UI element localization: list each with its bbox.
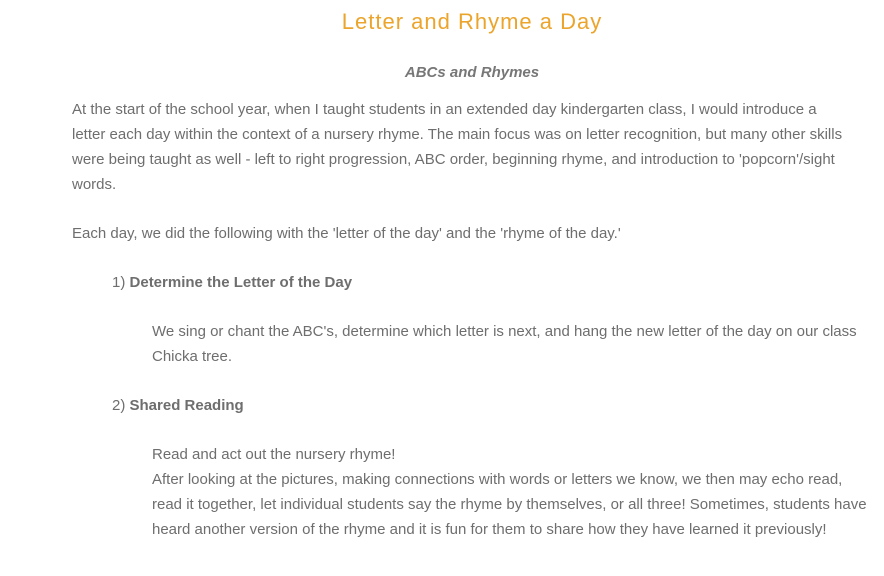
each-day-paragraph: Each day, we did the following with the 'letter of the day' and the 'rhyme of the day.' [72, 225, 621, 242]
page-subtitle: ABCs and Rhymes [404, 64, 540, 81]
step-heading-2 [112, 393, 244, 418]
step-number: 1) [112, 274, 126, 291]
page-title: Letter and Rhyme a Day [341, 9, 603, 34]
step-1-text: We sing or chant the ABC's, determine which letter is next, and hang the new letter of the day on our class Chicka tree. [152, 323, 857, 365]
intro-paragraph: At the start of the school year, when I taught students in an extended day kindergarten class, I would introduce a letter each day within the context of a nursery rhyme. The main focus was on letter recognition, but many other skills were being taught as well - left to right progression, ABC order, beginning rhyme, and introduction to 'popcorn'/sight words. [72, 101, 843, 193]
step-label: Shared Reading [129, 397, 244, 414]
step-label: Determine the Letter of the Day [129, 274, 353, 291]
step-2-text [152, 442, 874, 542]
step-heading-1 [112, 270, 352, 295]
step-2-line: After looking at the pictures, making connections with words or letters we know, we then may echo read, read it together, let individual students say the rhyme by themselves, or all three! Sometimes, students have heard another version of the rhyme and it is fun for them to share how they have learned it previously! [152, 471, 867, 538]
step-number: 2) [112, 397, 126, 414]
step-2-line: Read and act out the nursery rhyme! [152, 446, 396, 463]
